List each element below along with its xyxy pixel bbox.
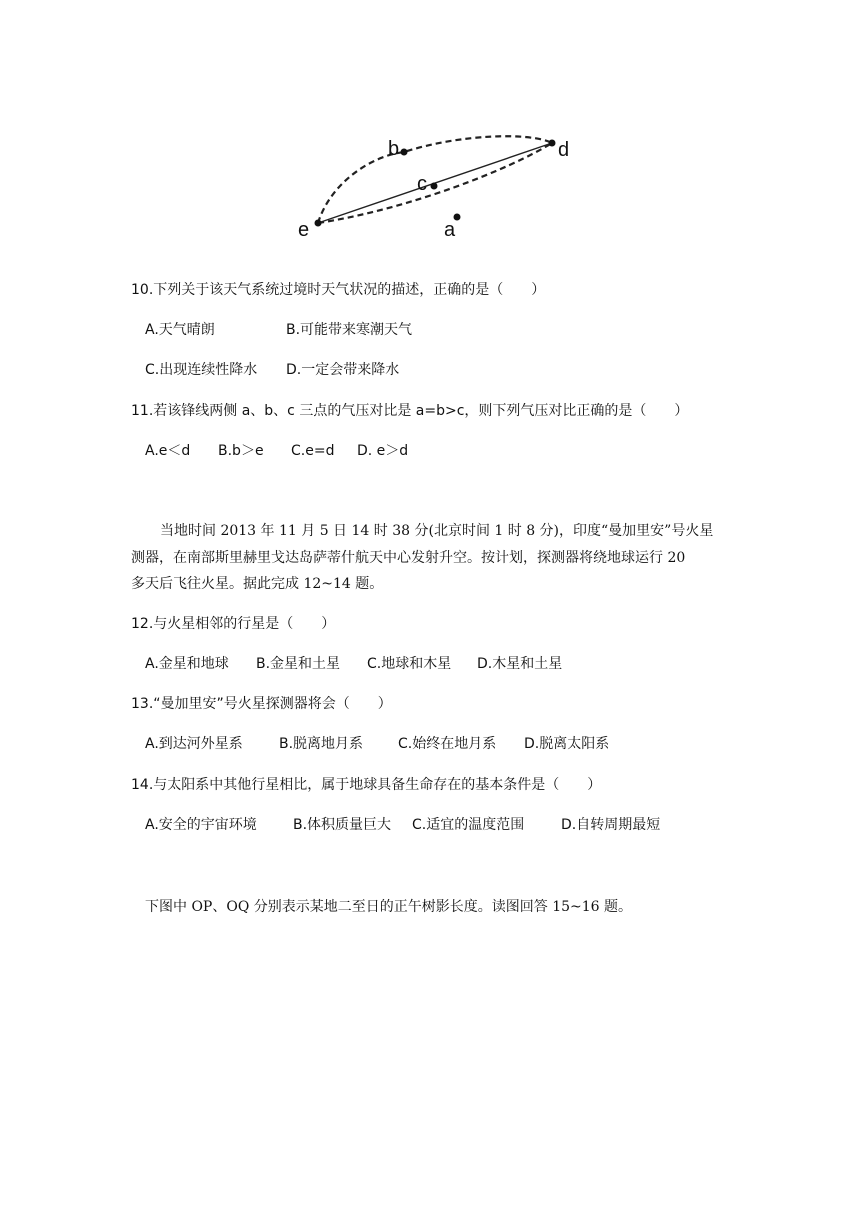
q13-options (145, 734, 609, 754)
q12-option-a: A.金星和地球 (145, 656, 229, 672)
dashed-boundary (318, 136, 552, 223)
q11-option-c: C.e=d (291, 443, 335, 459)
q14-stem: 14.与太阳系中其他行星相比，属于地球具备生命存在的基本条件是（ ） (131, 777, 602, 793)
q12-option-b: B.金星和土星 (256, 656, 341, 672)
q11-option-b: B.b＞e (218, 443, 264, 459)
passage1-line3: 多天后飞往火星。据此完成 12~14 题。 (131, 576, 384, 592)
q10-stem: 10.下列关于该天气系统过境时天气状况的描述，正确的是（ ） (131, 282, 546, 298)
q10-option-c: C.出现连续性降水 (145, 362, 258, 378)
q13-option-b: B.脱离地月系 (279, 736, 364, 752)
q12-stem: 12.与火星相邻的行星是（ ） (131, 616, 336, 632)
label-e: e (298, 219, 310, 241)
q14-option-b: B.体积质量巨大 (293, 817, 392, 833)
q13-option-a: A.到达河外星系 (145, 736, 243, 752)
q13-stem: 13.“曼加里安”号火星探测器将会（ ） (131, 696, 392, 712)
point-e (315, 220, 322, 227)
q10-option-d: D.一定会带来降水 (286, 362, 400, 378)
q11-option-d: D. e＞d (357, 443, 409, 459)
point-d (549, 140, 556, 147)
label-c: c (417, 173, 427, 195)
q12-options (145, 654, 562, 674)
q11-option-a: A.e＜d (145, 443, 191, 459)
label-a: a (444, 219, 456, 241)
q13-option-c: C.始终在地月系 (398, 736, 497, 752)
front-diagram (290, 124, 590, 248)
q11-options (145, 441, 408, 461)
label-d: d (558, 139, 570, 161)
q14-options (145, 815, 660, 835)
point-b (401, 149, 408, 156)
front-diagram-svg (290, 124, 590, 248)
passage2-text: 下图中 OP、OQ 分别表示某地二至日的正午树影长度。读图回答 15~16 题。 (145, 899, 633, 915)
q14-option-c: C.适宜的温度范围 (412, 817, 525, 833)
label-b: b (388, 138, 400, 160)
q10-option-b: B.可能带来寒潮天气 (286, 322, 413, 338)
q11-stem: 11.若该锋线两侧 a、b、c 三点的气压对比是 a=b>c，则下列气压对比正确的是（ ） (131, 403, 689, 419)
point-c (431, 183, 438, 190)
q13-option-d: D.脱离太阳系 (524, 736, 610, 752)
passage1-line2: 测器，在南部斯里赫里戈达岛萨蒂什航天中心发射升空。按计划，探测器将绕地球运行 20 (131, 550, 686, 566)
q12-option-d: D.木星和土星 (477, 656, 563, 672)
q14-option-a: A.安全的宇宙环境 (145, 817, 257, 833)
q10-options-row1 (145, 320, 412, 340)
q10-options-row2 (145, 360, 399, 380)
q12-option-c: C.地球和木星 (367, 656, 452, 672)
q14-option-d: D.自转周期最短 (561, 817, 661, 833)
passage1-line1: 当地时间 2013 年 11 月 5 日 14 时 38 分(北京时间 1 时 8 分)，印度“曼加里安”号火星 (160, 523, 714, 539)
q10-option-a: A.天气晴朗 (145, 322, 215, 338)
